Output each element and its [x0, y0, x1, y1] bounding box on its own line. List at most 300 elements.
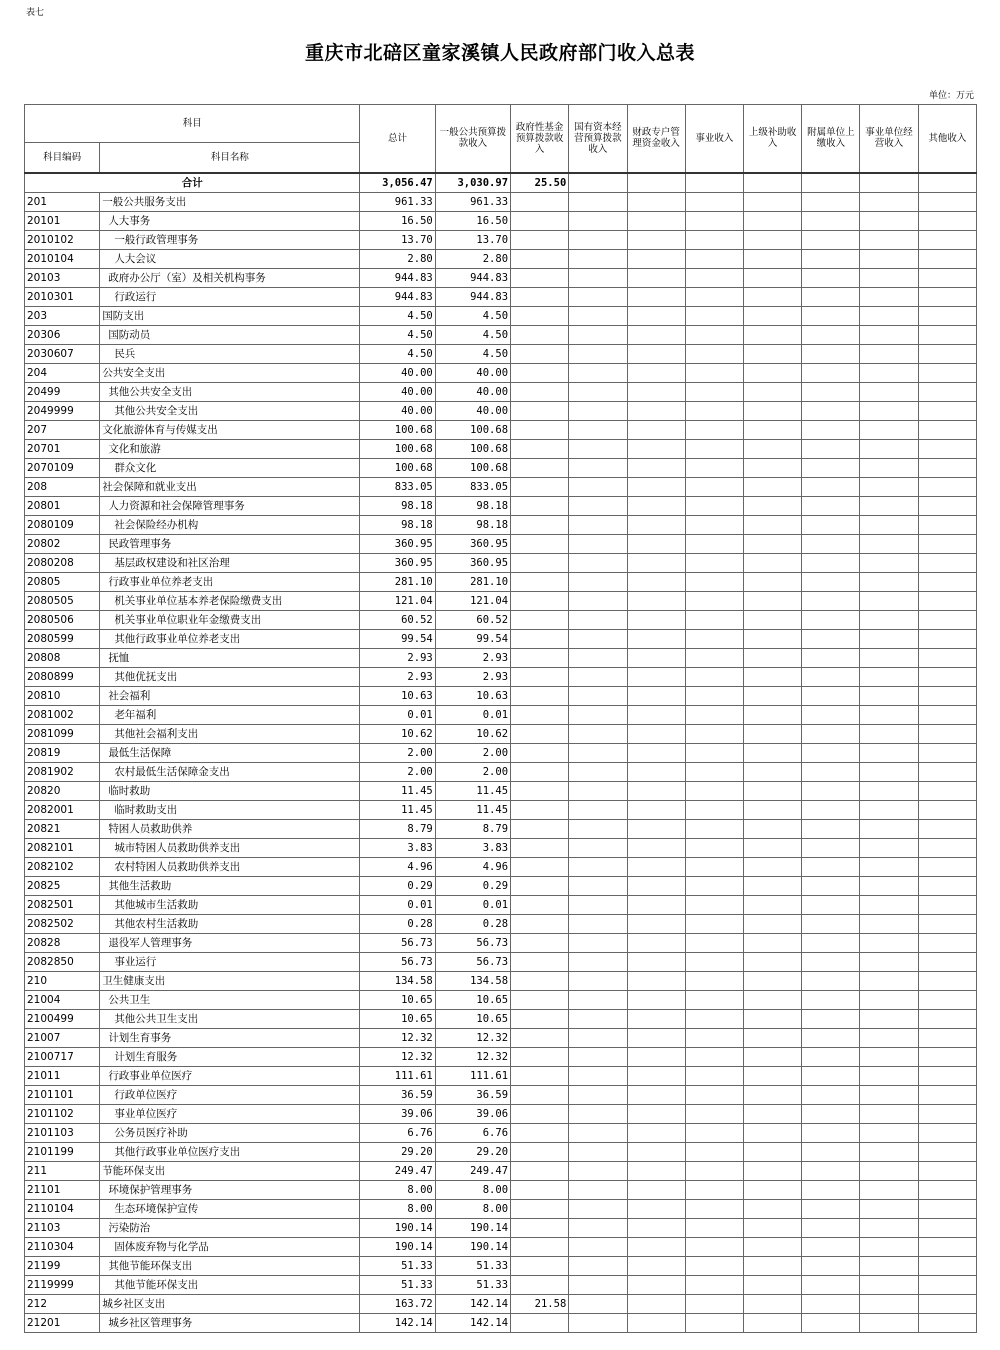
- row-general: 2.00: [435, 743, 510, 762]
- row-name: 社会保障和就业支出: [100, 477, 360, 496]
- row-general: 10.63: [435, 686, 510, 705]
- row-fund: [511, 287, 569, 306]
- row-code: 2080899: [25, 667, 100, 686]
- row-empty-cell: [918, 287, 976, 306]
- row-fund: [511, 705, 569, 724]
- row-total: 51.33: [360, 1275, 435, 1294]
- row-empty-cell: [627, 1123, 685, 1142]
- row-empty-cell: [860, 1275, 918, 1294]
- row-general: 121.04: [435, 591, 510, 610]
- row-empty-cell: [627, 1313, 685, 1332]
- row-empty-cell: [860, 933, 918, 952]
- row-name: 群众文化: [100, 458, 360, 477]
- row-empty-cell: [627, 1180, 685, 1199]
- row-empty-cell: [685, 268, 743, 287]
- row-name: 其他行政事业单位医疗支出: [100, 1142, 360, 1161]
- row-empty-cell: [569, 1028, 627, 1047]
- table-row: [25, 572, 977, 591]
- table-row: [25, 1180, 977, 1199]
- table-row: [25, 1085, 977, 1104]
- row-general: 51.33: [435, 1256, 510, 1275]
- row-empty-cell: [569, 401, 627, 420]
- row-empty-cell: [627, 1275, 685, 1294]
- row-fund: [511, 572, 569, 591]
- row-name: 城乡社区支出: [100, 1294, 360, 1313]
- row-code: 2100717: [25, 1047, 100, 1066]
- row-empty-cell: [918, 420, 976, 439]
- table-row: [25, 401, 977, 420]
- row-empty-cell: [743, 1142, 801, 1161]
- row-empty-cell: [627, 211, 685, 230]
- row-empty-cell: [860, 648, 918, 667]
- row-name: 环境保护管理事务: [100, 1180, 360, 1199]
- row-empty-cell: [627, 230, 685, 249]
- row-empty-cell: [569, 800, 627, 819]
- row-empty-cell: [569, 990, 627, 1009]
- row-empty-cell: [685, 1275, 743, 1294]
- row-empty-cell: [802, 192, 860, 211]
- header-operation: 事业单位经营收入: [860, 105, 918, 173]
- row-code: 208: [25, 477, 100, 496]
- table-row: [25, 192, 977, 211]
- row-empty-cell: [685, 1047, 743, 1066]
- row-empty-cell: [860, 1313, 918, 1332]
- row-code: 20820: [25, 781, 100, 800]
- row-total: 142.14: [360, 1313, 435, 1332]
- row-empty-cell: [918, 1237, 976, 1256]
- row-empty-cell: [569, 686, 627, 705]
- row-code: 20808: [25, 648, 100, 667]
- row-name: 其他农村生活救助: [100, 914, 360, 933]
- row-empty-cell: [802, 1009, 860, 1028]
- row-empty-cell: [802, 401, 860, 420]
- row-empty-cell: [627, 363, 685, 382]
- row-empty-cell: [685, 1066, 743, 1085]
- row-name: 机关事业单位基本养老保险缴费支出: [100, 591, 360, 610]
- row-empty-cell: [569, 762, 627, 781]
- row-name: 卫生健康支出: [100, 971, 360, 990]
- row-empty-cell: [569, 249, 627, 268]
- row-fund: [511, 1199, 569, 1218]
- row-empty-cell: [569, 553, 627, 572]
- row-fund: [511, 781, 569, 800]
- table-row: [25, 914, 977, 933]
- row-empty-cell: [802, 1256, 860, 1275]
- row-empty-cell: [627, 382, 685, 401]
- row-code: 2082850: [25, 952, 100, 971]
- row-code: 2010104: [25, 249, 100, 268]
- row-name: 城乡社区管理事务: [100, 1313, 360, 1332]
- row-empty-cell: [685, 819, 743, 838]
- row-total: 40.00: [360, 363, 435, 382]
- row-empty-cell: [743, 876, 801, 895]
- row-empty-cell: [918, 724, 976, 743]
- row-empty-cell: [743, 1199, 801, 1218]
- row-empty-cell: [743, 496, 801, 515]
- row-total: 29.20: [360, 1142, 435, 1161]
- row-empty-cell: [802, 1142, 860, 1161]
- row-general: 99.54: [435, 629, 510, 648]
- row-total: 2.00: [360, 762, 435, 781]
- row-empty-cell: [627, 268, 685, 287]
- row-fund: [511, 306, 569, 325]
- income-table: [24, 104, 977, 1333]
- header-code: 科目编码: [25, 143, 100, 173]
- row-empty-cell: [802, 1123, 860, 1142]
- row-empty-cell: [743, 382, 801, 401]
- row-empty-cell: [918, 477, 976, 496]
- row-empty-cell: [802, 1294, 860, 1313]
- row-empty-cell: [685, 800, 743, 819]
- row-empty-cell: [802, 1218, 860, 1237]
- row-fund: [511, 629, 569, 648]
- row-empty-cell: [802, 971, 860, 990]
- row-empty-cell: [569, 610, 627, 629]
- row-empty-cell: [743, 743, 801, 762]
- row-empty-cell: [918, 1028, 976, 1047]
- row-general: 4.96: [435, 857, 510, 876]
- row-empty-cell: [685, 325, 743, 344]
- row-code: 2110104: [25, 1199, 100, 1218]
- row-empty-cell: [685, 857, 743, 876]
- row-empty-cell: [802, 686, 860, 705]
- row-empty-cell: [685, 914, 743, 933]
- row-empty-cell: [860, 667, 918, 686]
- row-empty-cell: [918, 857, 976, 876]
- row-total: 13.70: [360, 230, 435, 249]
- header-fund: 政府性基金预算拨款收入: [511, 105, 569, 173]
- row-empty-cell: [685, 648, 743, 667]
- row-empty-cell: [743, 249, 801, 268]
- row-empty-cell: [685, 477, 743, 496]
- row-general: 0.29: [435, 876, 510, 895]
- row-empty-cell: [860, 344, 918, 363]
- table-row: [25, 990, 977, 1009]
- table-row: [25, 1199, 977, 1218]
- row-code: 201: [25, 192, 100, 211]
- row-code: 20828: [25, 933, 100, 952]
- row-empty-cell: [802, 781, 860, 800]
- row-empty-cell: [860, 401, 918, 420]
- row-code: 203: [25, 306, 100, 325]
- row-general: 249.47: [435, 1161, 510, 1180]
- row-empty-cell: [860, 249, 918, 268]
- row-name: 一般行政管理事务: [100, 230, 360, 249]
- row-total: 10.63: [360, 686, 435, 705]
- row-empty-cell: [860, 686, 918, 705]
- row-empty-cell: [802, 382, 860, 401]
- row-empty-cell: [627, 743, 685, 762]
- row-code: 2082501: [25, 895, 100, 914]
- row-fund: [511, 1237, 569, 1256]
- table-row: [25, 819, 977, 838]
- table-row: [25, 686, 977, 705]
- row-empty-cell: [569, 1237, 627, 1256]
- row-empty-cell: [918, 933, 976, 952]
- table-row: [25, 971, 977, 990]
- row-empty-cell: [743, 1028, 801, 1047]
- row-empty-cell: [569, 1313, 627, 1332]
- row-empty-cell: [743, 971, 801, 990]
- row-empty-cell: [569, 325, 627, 344]
- row-empty-cell: [860, 629, 918, 648]
- row-empty-cell: [860, 534, 918, 553]
- table-row: [25, 268, 977, 287]
- row-total: 2.80: [360, 249, 435, 268]
- row-general: 16.50: [435, 211, 510, 230]
- row-empty-cell: [627, 781, 685, 800]
- row-name: 生态环境保护宣传: [100, 1199, 360, 1218]
- row-general: 10.62: [435, 724, 510, 743]
- row-empty-cell: [627, 591, 685, 610]
- row-general: 29.20: [435, 1142, 510, 1161]
- row-total: 10.65: [360, 1009, 435, 1028]
- table-row: [25, 230, 977, 249]
- row-empty-cell: [802, 1104, 860, 1123]
- row-empty-cell: [802, 648, 860, 667]
- row-empty-cell: [627, 1218, 685, 1237]
- row-empty-cell: [627, 705, 685, 724]
- header-special: 财政专户管理资金收入: [627, 105, 685, 173]
- row-empty-cell: [685, 515, 743, 534]
- header-other: 其他收入: [918, 105, 976, 173]
- row-empty-cell: [627, 648, 685, 667]
- row-total: 100.68: [360, 458, 435, 477]
- row-empty-cell: [569, 648, 627, 667]
- row-name: 其他社会福利支出: [100, 724, 360, 743]
- row-empty-cell: [918, 1199, 976, 1218]
- row-general: 98.18: [435, 515, 510, 534]
- row-general: 11.45: [435, 781, 510, 800]
- row-empty-cell: [627, 876, 685, 895]
- row-total: 0.29: [360, 876, 435, 895]
- row-total: 281.10: [360, 572, 435, 591]
- row-general: 40.00: [435, 363, 510, 382]
- row-name: 一般公共服务支出: [100, 192, 360, 211]
- row-empty-cell: [569, 629, 627, 648]
- row-empty-cell: [743, 572, 801, 591]
- row-name: 人大会议: [100, 249, 360, 268]
- row-empty-cell: [918, 819, 976, 838]
- row-empty-cell: [627, 952, 685, 971]
- table-row: [25, 249, 977, 268]
- row-total: 944.83: [360, 287, 435, 306]
- row-empty-cell: [569, 743, 627, 762]
- row-name: 农村最低生活保障金支出: [100, 762, 360, 781]
- row-code: 2119999: [25, 1275, 100, 1294]
- table-row: [25, 1294, 977, 1313]
- page-title: 重庆市北碚区童家溪镇人民政府部门收入总表: [304, 42, 695, 64]
- row-empty-cell: [918, 1066, 976, 1085]
- row-total: 56.73: [360, 952, 435, 971]
- row-fund: [511, 743, 569, 762]
- row-fund: [511, 458, 569, 477]
- row-empty-cell: [569, 1294, 627, 1313]
- row-empty-cell: [918, 325, 976, 344]
- row-total: 833.05: [360, 477, 435, 496]
- row-empty-cell: [743, 1294, 801, 1313]
- row-general: 12.32: [435, 1047, 510, 1066]
- table-row: [25, 648, 977, 667]
- row-empty-cell: [860, 990, 918, 1009]
- table-body: [25, 192, 977, 1332]
- row-empty-cell: [743, 306, 801, 325]
- row-empty-cell: [685, 249, 743, 268]
- row-empty-cell: [918, 1180, 976, 1199]
- row-total: 360.95: [360, 534, 435, 553]
- row-empty-cell: [918, 591, 976, 610]
- row-empty-cell: [860, 572, 918, 591]
- row-empty-cell: [685, 572, 743, 591]
- header-superior: 上级补助收入: [743, 105, 801, 173]
- row-total: 40.00: [360, 401, 435, 420]
- row-fund: [511, 192, 569, 211]
- table-row: [25, 762, 977, 781]
- header-capital: 国有资本经营预算拨款收入: [569, 105, 627, 173]
- row-empty-cell: [569, 344, 627, 363]
- row-empty-cell: [743, 1009, 801, 1028]
- row-empty-cell: [627, 439, 685, 458]
- row-empty-cell: [743, 762, 801, 781]
- row-total: 100.68: [360, 439, 435, 458]
- row-empty-cell: [860, 230, 918, 249]
- row-name: 文化和旅游: [100, 439, 360, 458]
- row-empty-cell: [918, 762, 976, 781]
- row-empty-cell: [685, 230, 743, 249]
- row-general: 281.10: [435, 572, 510, 591]
- row-empty-cell: [802, 952, 860, 971]
- row-general: 100.68: [435, 458, 510, 477]
- row-total: 0.28: [360, 914, 435, 933]
- row-empty-cell: [685, 1218, 743, 1237]
- row-empty-cell: [685, 724, 743, 743]
- row-empty-cell: [627, 1199, 685, 1218]
- row-code: 2101101: [25, 1085, 100, 1104]
- row-empty-cell: [918, 876, 976, 895]
- table-row: [25, 287, 977, 306]
- row-empty-cell: [569, 895, 627, 914]
- row-empty-cell: [569, 1199, 627, 1218]
- row-general: 142.14: [435, 1294, 510, 1313]
- header-affiliated: 附属单位上缴收入: [802, 105, 860, 173]
- row-total: 98.18: [360, 515, 435, 534]
- row-general: 0.28: [435, 914, 510, 933]
- row-empty-cell: [569, 1218, 627, 1237]
- row-empty-cell: [918, 458, 976, 477]
- table-row: [25, 211, 977, 230]
- row-empty-cell: [802, 933, 860, 952]
- row-fund: 21.58: [511, 1294, 569, 1313]
- row-empty-cell: [569, 268, 627, 287]
- row-empty-cell: [802, 211, 860, 230]
- row-empty-cell: [802, 705, 860, 724]
- table-row: [25, 515, 977, 534]
- row-empty-cell: [860, 971, 918, 990]
- row-empty-cell: [569, 1085, 627, 1104]
- table-row: [25, 1066, 977, 1085]
- row-empty-cell: [569, 211, 627, 230]
- row-empty-cell: [627, 762, 685, 781]
- row-total: 111.61: [360, 1066, 435, 1085]
- row-empty-cell: [918, 572, 976, 591]
- row-empty-cell: [802, 914, 860, 933]
- row-name: 计划生育服务: [100, 1047, 360, 1066]
- row-fund: [511, 857, 569, 876]
- row-empty-cell: [860, 420, 918, 439]
- row-empty-cell: [743, 610, 801, 629]
- row-code: 20825: [25, 876, 100, 895]
- table-row: [25, 1123, 977, 1142]
- row-empty-cell: [860, 1237, 918, 1256]
- row-empty-cell: [860, 1047, 918, 1066]
- row-fund: [511, 648, 569, 667]
- row-empty-cell: [802, 268, 860, 287]
- row-empty-cell: [860, 1009, 918, 1028]
- row-empty-cell: [918, 914, 976, 933]
- row-empty-cell: [860, 762, 918, 781]
- row-empty-cell: [743, 192, 801, 211]
- row-empty-cell: [802, 515, 860, 534]
- row-empty-cell: [685, 1028, 743, 1047]
- row-empty-cell: [685, 990, 743, 1009]
- table-row: [25, 876, 977, 895]
- row-general: 8.79: [435, 819, 510, 838]
- row-empty-cell: [918, 1085, 976, 1104]
- row-fund: [511, 895, 569, 914]
- row-code: 21004: [25, 990, 100, 1009]
- row-empty-cell: [569, 458, 627, 477]
- row-empty-cell: [918, 496, 976, 515]
- row-empty-cell: [685, 1256, 743, 1275]
- row-general: 2.93: [435, 667, 510, 686]
- row-empty-cell: [569, 667, 627, 686]
- row-name: 抚恤: [100, 648, 360, 667]
- row-fund: [511, 1218, 569, 1237]
- row-total: 11.45: [360, 800, 435, 819]
- row-empty-cell: [860, 211, 918, 230]
- row-name: 其他公共安全支出: [100, 401, 360, 420]
- row-code: 2101103: [25, 1123, 100, 1142]
- row-empty-cell: [918, 629, 976, 648]
- row-general: 10.65: [435, 990, 510, 1009]
- row-code: 2030607: [25, 344, 100, 363]
- row-empty-cell: [802, 990, 860, 1009]
- row-empty-cell: [802, 610, 860, 629]
- row-empty-cell: [743, 914, 801, 933]
- table-row: [25, 781, 977, 800]
- row-total: 10.62: [360, 724, 435, 743]
- row-code: 2010301: [25, 287, 100, 306]
- row-empty-cell: [743, 629, 801, 648]
- row-total: 11.45: [360, 781, 435, 800]
- row-fund: [511, 268, 569, 287]
- row-empty-cell: [627, 306, 685, 325]
- row-code: 21011: [25, 1066, 100, 1085]
- row-name: 其他城市生活救助: [100, 895, 360, 914]
- row-empty-cell: [860, 705, 918, 724]
- row-code: 211: [25, 1161, 100, 1180]
- row-empty-cell: [743, 686, 801, 705]
- row-empty-cell: [743, 724, 801, 743]
- row-empty-cell: [685, 1085, 743, 1104]
- row-total: 134.58: [360, 971, 435, 990]
- row-fund: [511, 1009, 569, 1028]
- table-row: [25, 1313, 977, 1332]
- row-name: 行政单位医疗: [100, 1085, 360, 1104]
- row-empty-cell: [918, 192, 976, 211]
- row-name: 退役军人管理事务: [100, 933, 360, 952]
- row-fund: [511, 1047, 569, 1066]
